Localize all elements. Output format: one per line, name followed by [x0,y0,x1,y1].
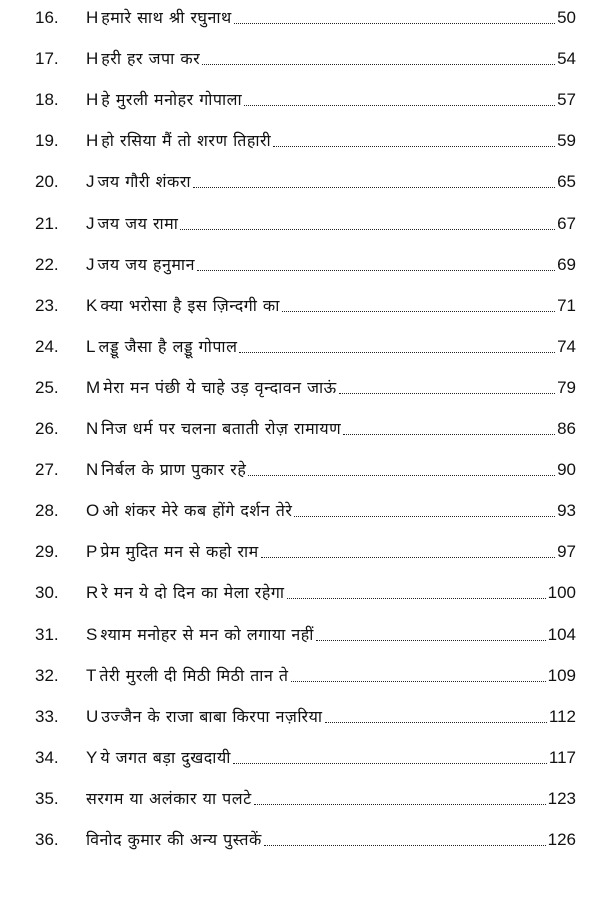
toc-entry[interactable] [0,575,600,609]
entry-title: हमारे साथ श्री रघुनाथ [101,8,232,27]
entry-number: 17. [35,49,59,69]
dot-leader [273,146,555,147]
dot-leader [239,352,555,353]
entry-title: लड्डू जैसा है लड्डू गोपाल [98,336,238,356]
entry-body [86,255,576,275]
entry-number: 20. [35,172,59,192]
entry-number: 18. [35,90,59,110]
entry-body [86,789,576,809]
dot-leader [234,23,555,24]
entry-title: जय जय रामा [97,213,179,233]
entry-number: 33. [35,706,59,726]
entry-body [86,460,576,480]
entry-number: 31. [35,624,59,644]
entry-index-letter: S [86,624,98,644]
entry-body [86,542,576,562]
entry-number: 19. [35,131,59,151]
entry-body [86,214,576,234]
entry-number: 24. [35,336,59,356]
entry-number: 23. [35,295,59,315]
entry-page-number: 50 [557,8,576,27]
dot-leader [180,229,555,230]
entry-index-letter: J [86,213,95,233]
dot-leader [339,393,555,394]
entry-page-number: 79 [557,377,576,397]
entry-page-number: 69 [557,254,576,274]
toc-entry[interactable] [0,658,600,692]
entry-body [86,378,576,398]
entry-title: जय गौरी शंकरा [97,172,192,192]
entry-body [86,337,576,357]
entry-number: 21. [35,213,59,233]
toc-entry[interactable] [0,411,600,445]
entry-body [86,90,576,110]
entry-page-number: 112 [548,706,576,726]
entry-index-letter: L [86,336,96,356]
entry-number: 27. [35,460,59,480]
entry-title: ये जगत बड़ा दुखदायी [100,747,231,767]
toc-entry[interactable] [0,0,600,34]
entry-title: उज्जैन के राजा बाबा किरपा नज़रिया [101,706,323,726]
entry-body [86,501,576,521]
entry-index-letter: H [86,8,99,27]
entry-index-letter: T [86,665,97,685]
entry-page-number: 117 [548,747,576,767]
entry-number: 35. [35,788,59,808]
entry-title: तेरी मुरली दी मिठी मिठी तान ते [99,665,289,685]
dot-leader [316,640,546,641]
entry-title: प्रेम मुदित मन से कहो राम [100,542,259,562]
entry-index-letter: M [86,377,101,397]
toc-entry[interactable] [0,288,600,322]
toc-entry[interactable] [0,699,600,733]
toc-entry[interactable] [0,822,600,856]
toc-entry[interactable] [0,493,600,527]
entry-page-number: 109 [547,665,576,685]
entry-page-number: 67 [557,213,576,233]
dot-leader [282,311,555,312]
entry-title: निर्बल के प्राण पुकार रहे [101,460,247,480]
entry-page-number: 104 [547,624,576,644]
entry-page-number: 59 [557,131,576,151]
toc-entry[interactable] [0,452,600,486]
toc-entry[interactable] [0,247,600,281]
entry-title: श्याम मनोहर से मन को लगाया नहीं [100,624,314,644]
entry-page-number: 57 [557,90,576,110]
entry-number: 36. [35,830,59,849]
entry-title: मेरा मन पंछी ये चाहे उड़ वृन्दावन जाऊं [103,377,337,397]
entry-body [86,707,576,727]
entry-title: हो रसिया मैं तो शरण तिहारी [101,131,272,151]
entry-number: 30. [35,583,59,603]
entry-body [86,625,576,645]
entry-title: ओ शंकर मेरे कब होंगे दर्शन तेरे [102,501,293,521]
dot-leader [264,845,546,846]
dot-leader [291,681,546,682]
dot-leader [294,516,555,517]
entry-number: 32. [35,665,59,685]
entry-page-number: 100 [547,583,576,603]
entry-index-letter: H [86,131,99,151]
dot-leader [248,475,555,476]
entry-page-number: 71 [557,295,576,315]
entry-title: जय जय हनुमान [97,254,195,274]
entry-title: सरगम या अलंकार या पलटे [86,788,252,808]
entry-index-letter: R [86,583,99,603]
entry-index-letter: J [86,172,95,192]
entry-number: 29. [35,542,59,562]
dot-leader [193,187,555,188]
dot-leader [244,105,555,106]
dot-leader [254,804,546,805]
entry-body [86,830,576,850]
entry-body [86,666,576,686]
toc-entry[interactable] [0,164,600,198]
entry-index-letter: Y [86,747,98,767]
entry-body [86,49,576,69]
entry-title: हे मुरली मनोहर गोपाला [101,90,243,110]
toc-entry[interactable] [0,370,600,404]
toc-entry[interactable] [0,123,600,157]
toc-entry[interactable] [0,534,600,568]
toc-entry[interactable] [0,206,600,240]
entry-title: क्या भरोसा है इस ज़िन्दगी का [100,295,280,315]
entry-index-letter: H [86,49,99,69]
entry-title: हरी हर जपा कर [101,49,201,69]
entry-number: 22. [35,254,59,274]
entry-number: 16. [35,8,59,27]
toc-entry[interactable] [0,740,600,774]
entry-index-letter: N [86,460,99,480]
entry-page-number: 126 [547,830,576,849]
toc-entry[interactable] [0,82,600,116]
entry-page-number: 123 [547,788,576,808]
entry-index-letter: N [86,419,99,438]
entry-page-number: 65 [557,172,576,192]
entry-number: 34. [35,747,59,767]
dot-leader [233,763,547,764]
toc-entry[interactable] [0,617,600,651]
entry-number: 28. [35,501,59,521]
entry-title: निज धर्म पर चलना बताती रोज़ रामायण [101,419,342,438]
entry-body [86,131,576,151]
dot-leader [261,557,555,558]
entry-page-number: 54 [557,49,576,69]
entry-title: विनोद कुमार की अन्य पुस्तकें [86,830,262,849]
entry-index-letter: O [86,501,100,521]
entry-page-number: 74 [557,336,576,356]
entry-body [86,172,576,192]
toc-entry[interactable] [0,41,600,75]
toc-entry[interactable] [0,329,600,363]
entry-index-letter: K [86,295,98,315]
entry-body [86,296,576,316]
entry-index-letter: J [86,254,95,274]
entry-page-number: 86 [557,419,576,438]
entry-index-letter: P [86,542,98,562]
entry-body [86,583,576,603]
entry-index-letter: H [86,90,99,110]
entry-page-number: 97 [557,542,576,562]
entry-body [86,8,576,28]
entry-body [86,419,576,439]
entry-number: 26. [35,419,59,438]
dot-leader [325,722,547,723]
dot-leader [197,270,555,271]
entry-body [86,748,576,768]
entry-page-number: 90 [557,460,576,480]
entry-page-number: 93 [557,501,576,521]
entry-title: रे मन ये दो दिन का मेला रहेगा [101,583,285,603]
dot-leader [343,434,555,435]
entry-index-letter: U [86,706,99,726]
dot-leader [287,598,546,599]
entry-number: 25. [35,377,59,397]
toc-entry[interactable] [0,781,600,815]
dot-leader [202,64,555,65]
